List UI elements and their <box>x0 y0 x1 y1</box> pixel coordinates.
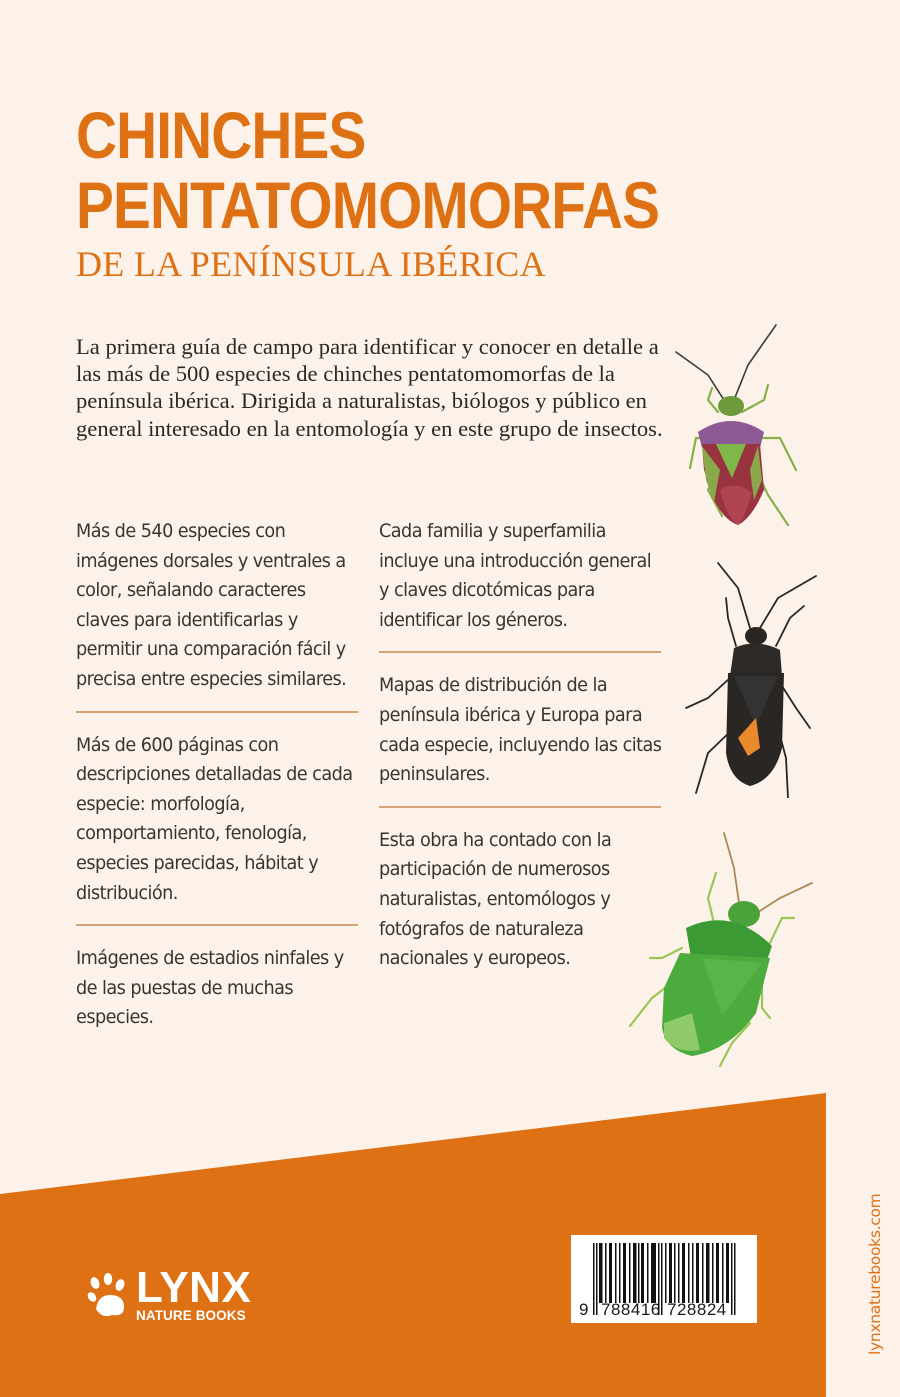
feature-item: Cada familia y superfamilia incluye una introducción general y claves dicotómicas para identificar los géneros. <box>379 520 652 631</box>
features-left-column <box>76 517 358 1033</box>
title-line-2: PENTATOMOMORFAS <box>76 168 660 242</box>
barcode-bars <box>571 1235 757 1323</box>
logo-tagline: NATURE BOOKS <box>136 1308 246 1323</box>
feature-item: Más de 600 páginas con descripciones detalladas de cada especie: morfología, comportamiento, fenología, especies parecidas, hábitat y distribución. <box>76 733 353 904</box>
feature-item: Esta obra ha contado con la participación de numerosos naturalistas, entomólogos y fotógrafos de naturaleza nacionales y europeos. <box>379 828 612 970</box>
feature-item: Imágenes de estadios ninfales y de las puestas de muchas especies. <box>76 947 344 1029</box>
logo-wordmark: LYNX <box>136 1263 252 1312</box>
separator <box>76 924 358 926</box>
separator <box>379 651 661 653</box>
feature-item: Más de 540 especies con imágenes dorsales y ventrales a color, señalando caracteres claves para identificarlas y permitir una comparación fácil y precisa entre especies similares. <box>76 520 347 690</box>
red-green-shield-bug-image <box>668 320 798 535</box>
barcode-group-2: 728824 <box>667 1300 727 1319</box>
feature-item: Mapas de distribución de la península ibérica y Europa para cada especie, incluyendo las citas peninsulares. <box>379 674 662 786</box>
subtitle: DE LA PENÍNSULA IBÉRICA <box>76 244 546 284</box>
title-block <box>76 100 754 284</box>
isbn-barcode <box>571 1235 757 1323</box>
features-right-column <box>379 517 661 974</box>
black-orange-spot-bug-image <box>678 558 828 798</box>
separator <box>379 806 661 808</box>
barcode-group-1: 788416 <box>601 1300 661 1319</box>
paw-print-icon <box>86 1273 130 1319</box>
intro-paragraph: La primera guía de campo para identificar y conocer en detalle a las más de 500 especies de chinches pentatomomorfas de la península ibérica. Dirigida a naturalistas, biólogos y público en general interesado en la entomología y en este grupo de insectos. <box>76 334 663 441</box>
title-line-1: CHINCHES <box>76 98 366 172</box>
green-shield-bug-image <box>622 828 822 1068</box>
publisher-logo <box>86 1263 252 1324</box>
separator <box>76 711 358 713</box>
publisher-url-link[interactable]: lynxnaturebooks.com <box>866 1193 884 1355</box>
barcode-lead-digit: 9 <box>579 1300 589 1319</box>
